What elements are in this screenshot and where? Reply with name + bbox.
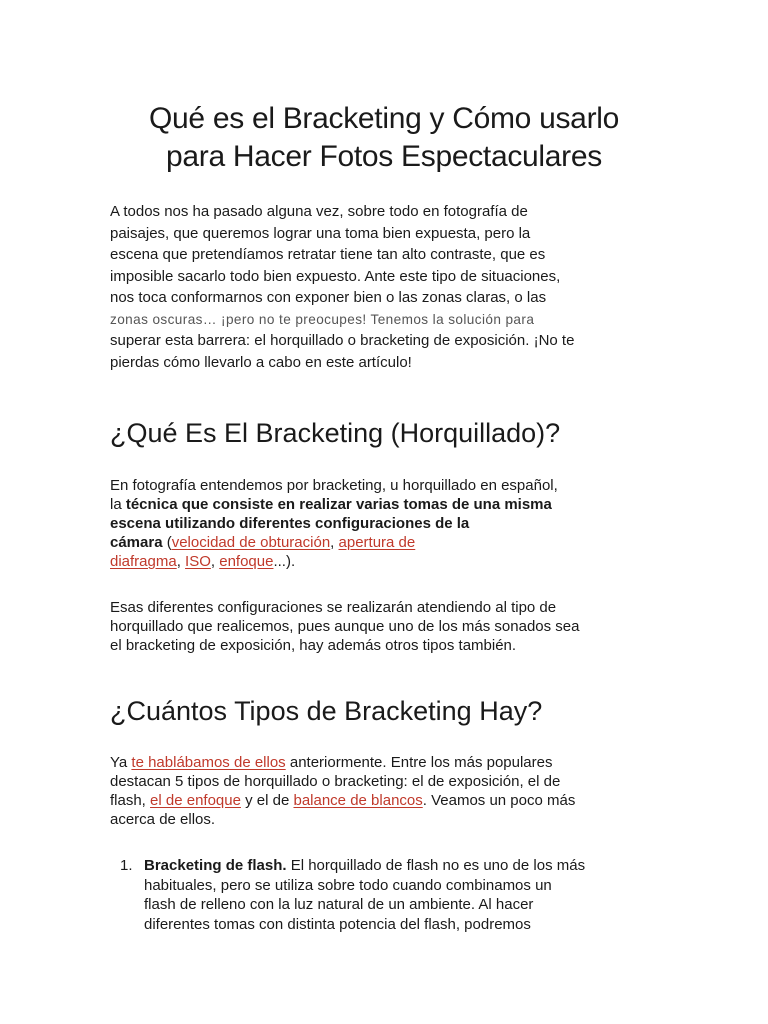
list-item-title: Bracketing de flash. [144,857,287,874]
configurations-line: Esas diferentes configuraciones se realizarán atendiendo al tipo de [110,599,557,616]
intro-line: imposible sacarlo todo bien expuesto. Ante este tipo de situaciones, [110,267,561,285]
list-item-line: habituales, pero se utiliza sobre todo cuando combinamos un [144,876,552,894]
bold-definition: cámara [110,534,163,551]
configurations-paragraph [110,598,670,655]
text-fragment: ...). [273,553,296,570]
intro-line: A todos nos ha pasado alguna vez, sobre todo en fotografía de [110,203,528,220]
bold-definition: escena utilizando diferentes configuraciones de la [110,515,470,532]
text-fragment: , [330,534,339,551]
configurations-line: horquillado que realicemos, pues aunque uno de los más sonados sea [110,618,580,635]
list-item-line: flash de relleno con la luz natural de un ambiente. Al hacer [144,896,534,913]
title-line-2: para Hacer Fotos Espectaculares [166,140,602,173]
intro-line: pierdas cómo llevarlo a cabo en este artículo! [110,353,412,371]
text-fragment: anteriormente. Entre los más populares [285,754,553,771]
text-fragment: , [176,553,186,570]
text-fragment: ( [162,534,172,551]
definition-line [110,533,670,552]
text-fragment: y el de [240,792,294,809]
text-fragment: Ya [110,754,132,771]
types-paragraph [110,753,670,829]
bold-definition: técnica que consiste en realizar varias tomas de una misma [125,496,552,513]
text-fragment: la [110,496,126,513]
link-talked-about[interactable]: te hablábamos de ellos [131,754,286,771]
text-fragment: El horquillado de flash no es uno de los más [286,857,586,874]
title-line-1: Qué es el Bracketing y Cómo usarlo [148,102,620,135]
list-item-number: 1. [120,857,133,874]
configurations-line: el bracketing de exposición, hay además otros tipos también. [110,637,517,654]
list-item-line [144,856,585,876]
link-focus-bracketing[interactable]: el de enfoque [150,792,241,809]
page-title [60,100,708,176]
intro-line: nos toca conformarnos con exponer bien o las zonas claras, o las [110,289,547,306]
link-aperture[interactable]: diafragma [110,553,177,570]
intro-line: escena que pretendíamos retratar tiene tan alto contraste, que es [110,246,546,263]
link-iso[interactable]: ISO [185,553,211,570]
link-shutter-speed[interactable]: velocidad de obturación [171,534,331,551]
link-aperture[interactable]: apertura de [338,534,416,551]
text-fragment: , [210,553,220,570]
definition-line [110,495,670,514]
list-item-body [144,856,585,934]
definition-paragraph [110,476,670,571]
intro-line: superar esta barrera: el horquillado o bracketing de exposición. ¡No te [110,332,575,349]
text-fragment: . Veamos un poco más [422,792,576,809]
section-heading-types: ¿Cuántos Tipos de Bracketing Hay? [110,696,543,726]
types-line [110,791,670,810]
types-line: destacan 5 tipos de horquillado o bracketing: el de exposición, el de [110,773,561,790]
link-focus[interactable]: enfoque [219,553,274,570]
list-item-line: diferentes tomas con distinta potencia del flash, podremos [144,915,531,933]
text-fragment: flash, [110,792,151,809]
intro-line: paisajes, que queremos lograr una toma bien expuesta, pero la [110,224,531,242]
definition-line [110,552,670,571]
types-line: acerca de ellos. [110,811,216,828]
intro-paragraph [110,201,670,373]
intro-line-light: zonas oscuras… ¡pero no te preocupes! Tenemos la solución para [110,311,535,327]
types-line [110,753,670,772]
link-white-balance[interactable]: balance de blancos [293,792,423,809]
definition-line [110,514,670,533]
section-heading-what-is: ¿Qué Es El Bracketing (Horquillado)? [110,418,561,448]
definition-line: En fotografía entendemos por bracketing, u horquillado en español, [110,477,558,494]
